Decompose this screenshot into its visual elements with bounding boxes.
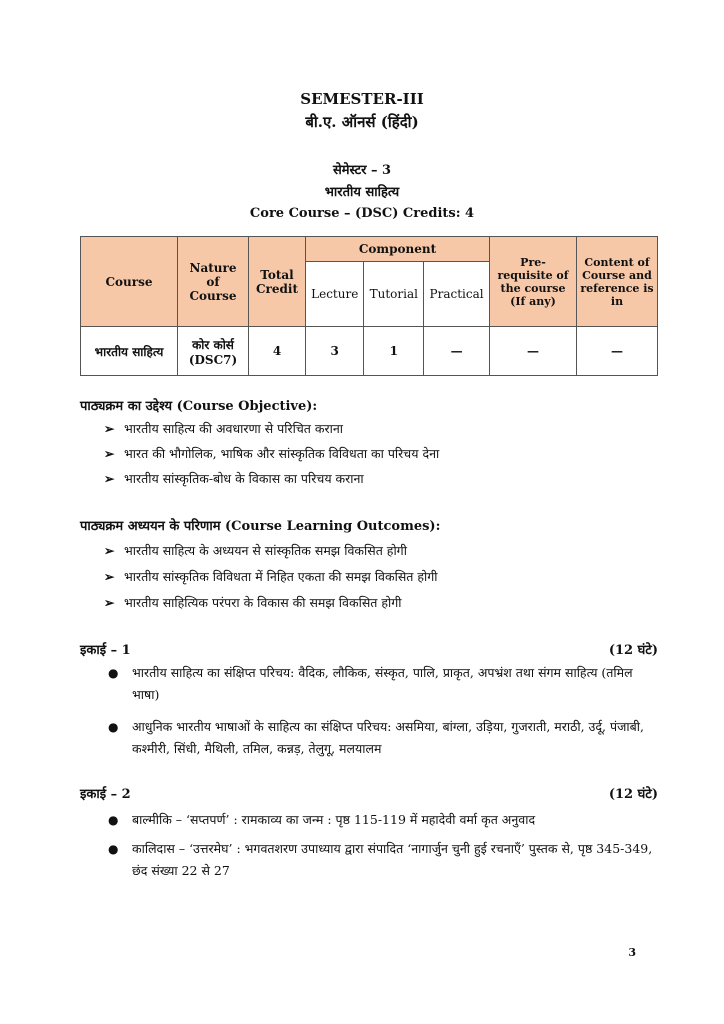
cell-lecture: 3	[306, 327, 364, 376]
unit2-header	[80, 784, 658, 802]
list-item: ➢ भारतीय साहित्यिक परंपरा के विकास की समझ विकसित होगी	[104, 595, 402, 610]
list-item: कालिदास – ‘उत्तरमेघ’ : भगवतशरण उपाध्याय द्वारा संपादित ‘नागार्जुन चुनी हुई रचनाएँ’ पुस्तक से, पृष्ठ 345-349, छंद संख्या 22 से 27	[132, 841, 653, 878]
semester-hindi-heading: सेमेस्टर – 3	[332, 163, 392, 178]
cell-practical: —	[424, 327, 490, 376]
arrow-bullet-icon: ➢	[104, 543, 115, 558]
page-number: 3	[628, 946, 636, 959]
bullet-dot-icon: ●	[108, 720, 119, 734]
th-tutorial: Tutorial	[364, 262, 424, 327]
paper-title: भारतीय साहित्य	[324, 185, 400, 200]
th-credit: Total Credit	[249, 237, 306, 327]
cell-credit: 4	[249, 327, 306, 376]
th-content: Content of Course and reference is in	[577, 237, 658, 327]
th-nature: Nature of Course	[178, 237, 249, 327]
course-table	[80, 236, 658, 376]
th-component: Component	[306, 237, 490, 262]
bullet-dot-icon: ●	[108, 666, 119, 680]
cell-course: भारतीय साहित्य	[81, 327, 178, 376]
table-row	[81, 327, 658, 376]
th-prereq: Pre-requisite of the course (If any)	[490, 237, 577, 327]
list-item: ➢ भारतीय साहित्य की अवधारणा से परिचित कराना	[104, 421, 344, 436]
unit1-title: इकाई – 1	[80, 643, 131, 658]
list-item: ➢ भारतीय सांस्कृतिक विविधता में निहित एकता की समझ विकसित होगी	[104, 569, 438, 584]
cell-prereq: —	[490, 327, 577, 376]
unit2-hours: (12 घंटे)	[608, 787, 658, 802]
cell-content: —	[577, 327, 658, 376]
list-item: ➢ भारतीय साहित्य के अध्ययन से सांस्कृतिक समझ विकसित होगी	[104, 543, 407, 558]
course-credits-line: Core Course – (DSC) Credits: 4	[249, 206, 475, 221]
list-item: ➢ भारतीय सांस्कृतिक-बोध के विकास का परिचय कराना	[104, 471, 364, 486]
unit1-header	[80, 640, 658, 658]
bullet-dot-icon: ●	[108, 813, 119, 827]
list-item: बाल्मीकि – ‘सप्तपर्ण’ : रामकाव्य का जन्म : पृष्ठ 115-119 में महादेवी वर्मा कृत अनुवाद	[132, 812, 536, 827]
program-heading: बी.ए. ऑनर्स (हिंदी)	[305, 113, 419, 131]
arrow-bullet-icon: ➢	[104, 569, 115, 584]
semester-heading: SEMESTER-III	[300, 90, 424, 108]
objective-title: पाठ्यक्रम का उद्देश्य (Course Objective):	[80, 399, 318, 414]
list-item: भारतीय साहित्य का संक्षिप्त परिचय: वैदिक, लौकिक, संस्कृत, पालि, प्राकृत, अपभ्रंश तथा संगम साहित्य (तमिल भाषा)	[132, 665, 633, 702]
bullet-dot-icon: ●	[108, 842, 119, 856]
list-item: ➢ भारत की भौगोलिक, भाषिक और सांस्कृतिक विविधता का परिचय देना	[104, 446, 440, 461]
unit2-title: इकाई – 2	[80, 787, 131, 802]
th-practical: Practical	[424, 262, 490, 327]
outcomes-title: पाठ्यक्रम अध्ययन के परिणाम (Course Learning Outcomes):	[80, 519, 441, 534]
th-lecture: Lecture	[306, 262, 364, 327]
unit1-hours: (12 घंटे)	[608, 643, 658, 658]
th-course: Course	[81, 237, 178, 327]
cell-tutorial: 1	[364, 327, 424, 376]
list-item: आधुनिक भारतीय भाषाओं के साहित्य का संक्षिप्त परिचय: असमिया, बांग्ला, उड़िया, गुजराती, मराठी, उर्दू, पंजाबी, कश्मीरी, सिंधी, मैथिली, तमिल, कन्नड़, तेलुगू, मलयालम	[132, 719, 644, 756]
cell-nature: कोर कोर्स (DSC7)	[178, 327, 249, 376]
arrow-bullet-icon: ➢	[104, 595, 115, 610]
arrow-bullet-icon: ➢	[104, 421, 115, 436]
arrow-bullet-icon: ➢	[104, 446, 115, 461]
arrow-bullet-icon: ➢	[104, 471, 115, 486]
